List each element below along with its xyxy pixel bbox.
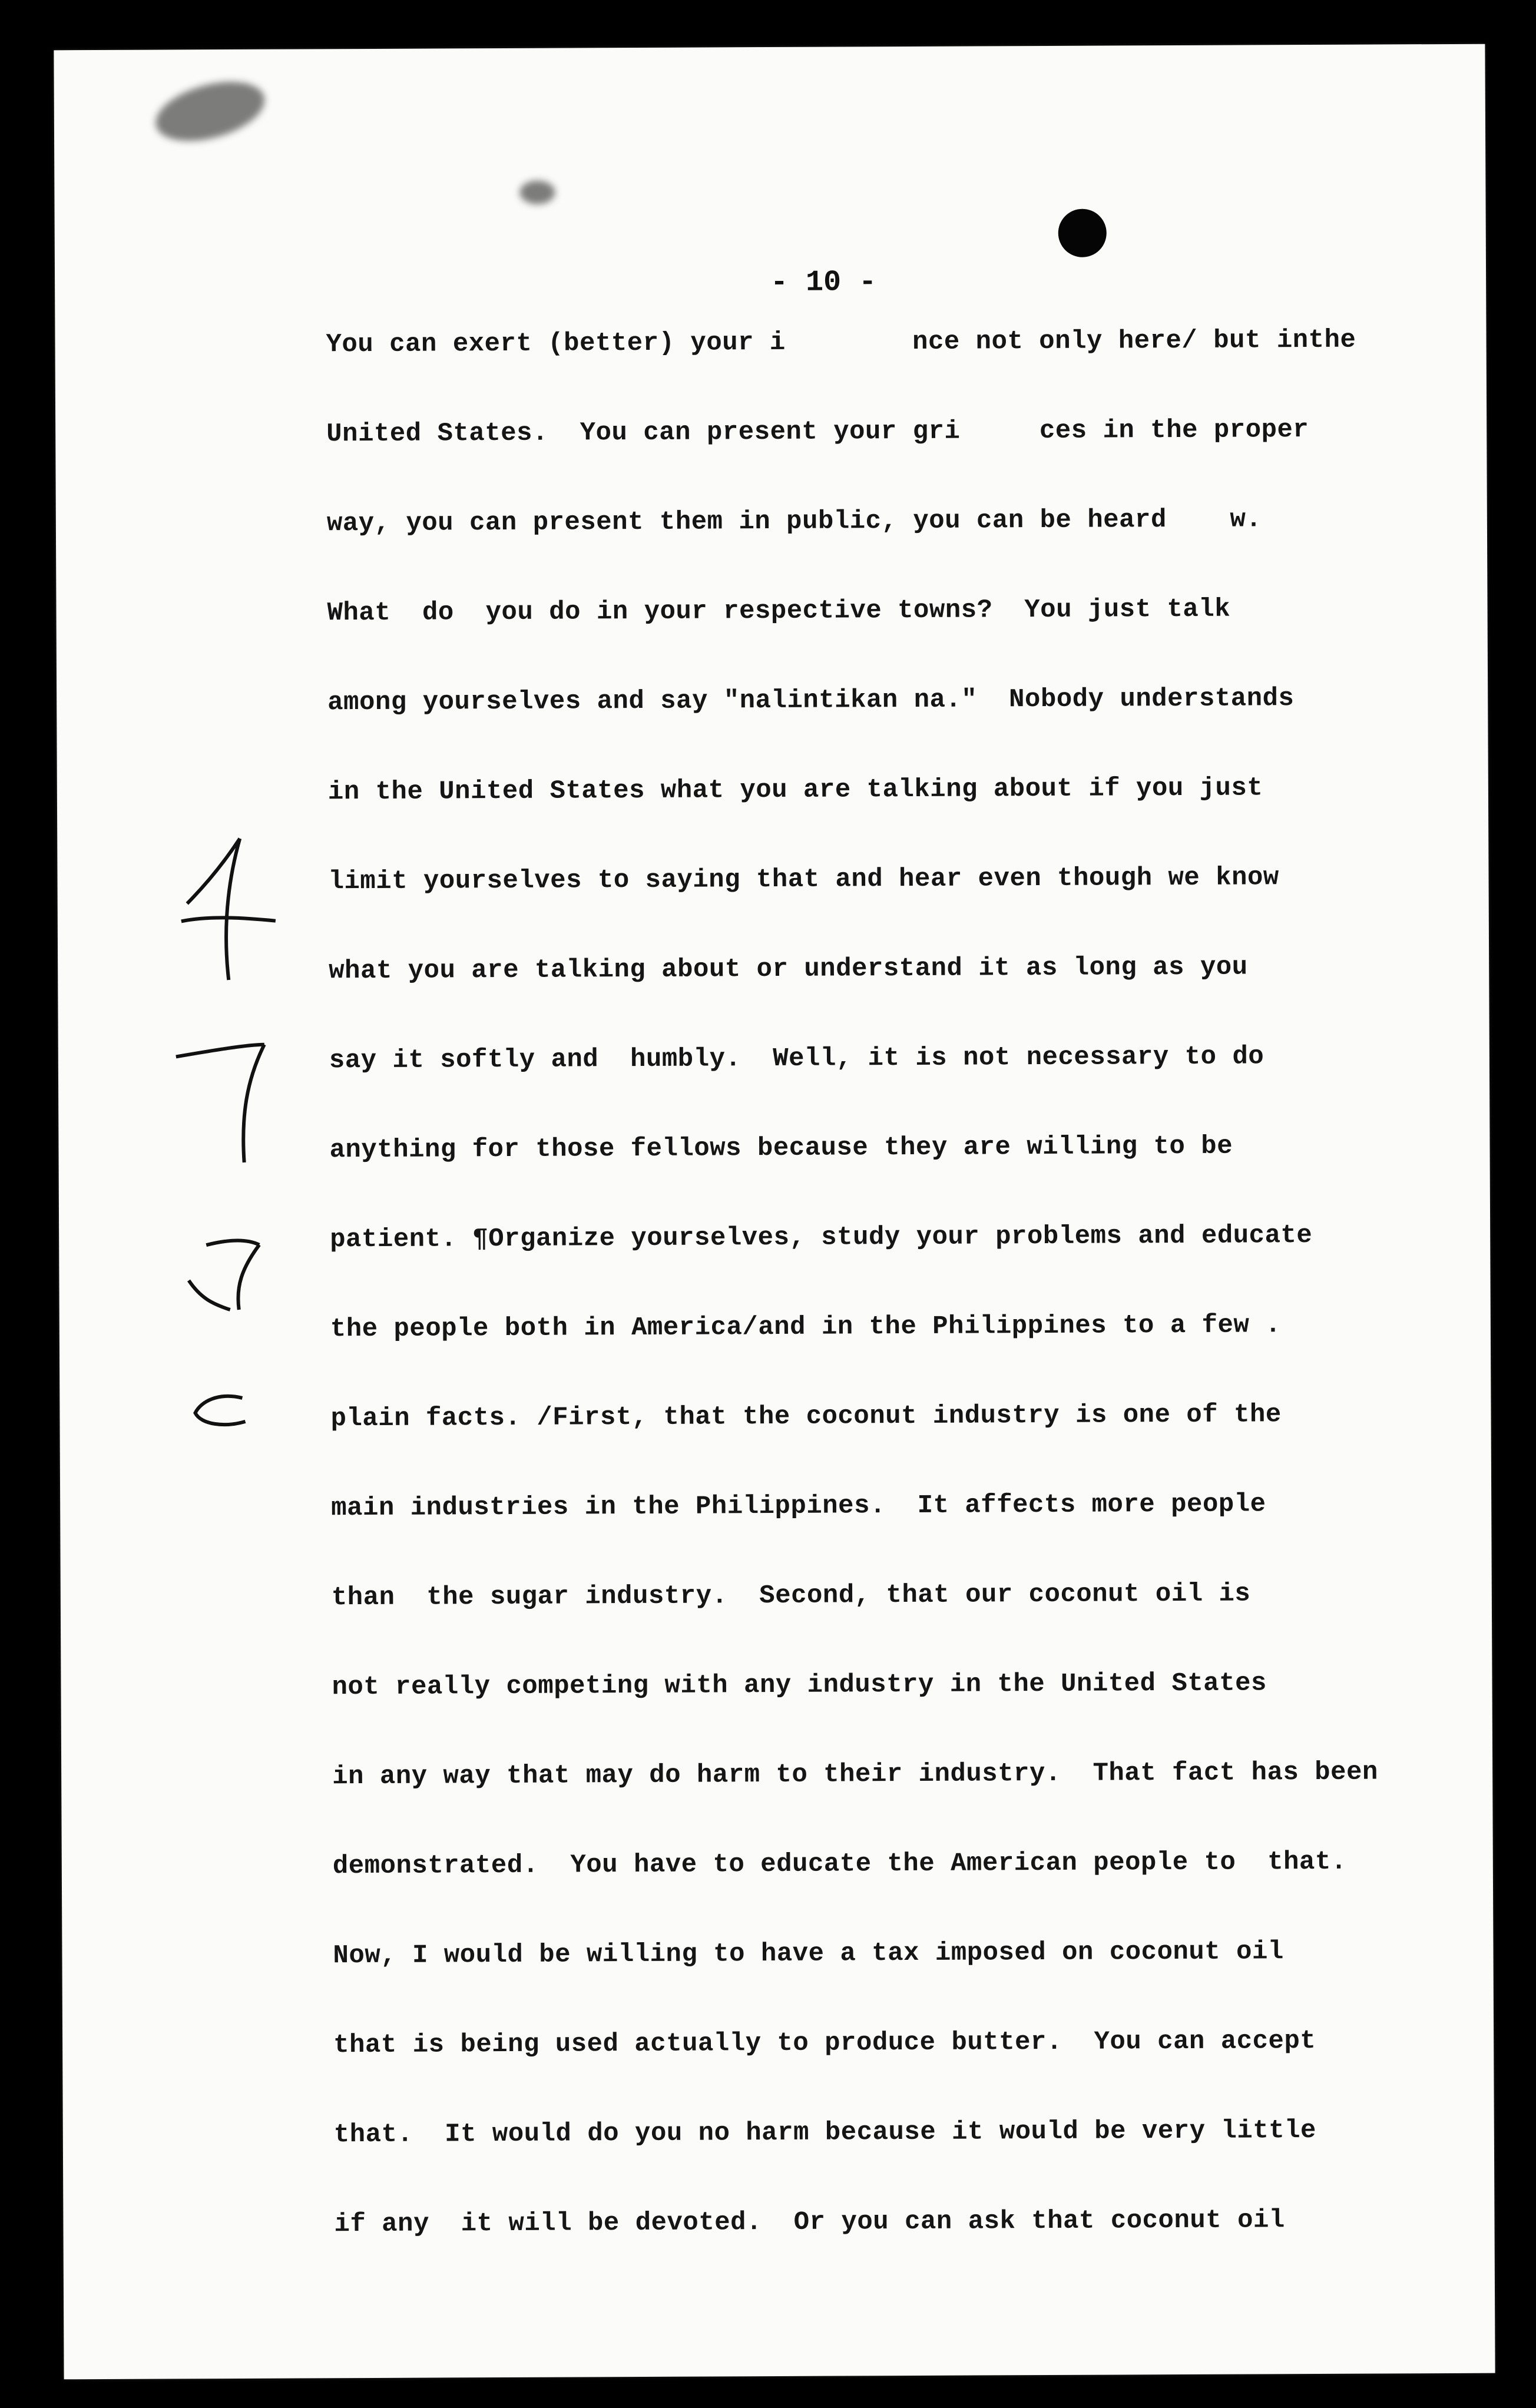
text-line: You can exert (better) your i nce not only here/ but inthe (326, 325, 1356, 360)
text-line: that is being used actually to produce butter. You can accept (333, 2026, 1316, 2061)
text-line: anything for those fellows because they are willing to be (329, 1131, 1233, 1165)
text-line: limit yourselves to saying that and hear even though we know (328, 863, 1279, 897)
text-line: What do you do in your respective towns? You just talk (327, 594, 1231, 628)
typed-text (326, 316, 1471, 2290)
text-line: if any it will be devoted. Or you can ask that coconut oil (334, 2205, 1285, 2240)
text-line: not really competing with any industry in the United States (332, 1668, 1267, 1703)
text-line: what you are talking about or understand it as long as you (329, 952, 1248, 986)
text-line: that. It would do you no harm because it would be very little (333, 2116, 1317, 2150)
text-line: than the sugar industry. Second, that our coconut oil is (331, 1579, 1251, 1613)
text-line: say it softly and humbly. Well, it is not necessary to do (329, 1042, 1264, 1076)
text-line: demonstrated. You have to educate the American people to that. (332, 1847, 1347, 1882)
text-line: in the United States what you are talking about if you just (327, 773, 1263, 807)
text-line: way, you can present them in public, you can be heard w. (326, 505, 1262, 539)
ink-smudge (519, 181, 555, 204)
text-line: plain facts. /First, that the coconut industry is one of the (330, 1400, 1282, 1434)
text-line: in any way that may do harm to their industry. That fact has been (332, 1757, 1378, 1792)
text-line: patient. ¶Organize yourselves, study your problems and educate (330, 1221, 1313, 1255)
document-page (54, 44, 1495, 2380)
text-line: among yourselves and say "nalintikan na." Nobody understands (327, 684, 1295, 718)
handwritten-margin-marks (163, 833, 284, 1481)
text-line: United States. You can present your gri ces in the proper (326, 415, 1309, 449)
text-line: Now, I would be willing to have a tax imposed on coconut oil (333, 1937, 1284, 1971)
page-number: - 10 - (770, 266, 877, 300)
margin-marks-drawing (163, 833, 284, 1481)
ink-smudge (149, 71, 271, 152)
punch-hole (1058, 209, 1107, 257)
text-line: the people both in America/and in the Philippines to a few . (330, 1310, 1282, 1344)
text-line: main industries in the Philippines. It affects more people (331, 1489, 1266, 1523)
